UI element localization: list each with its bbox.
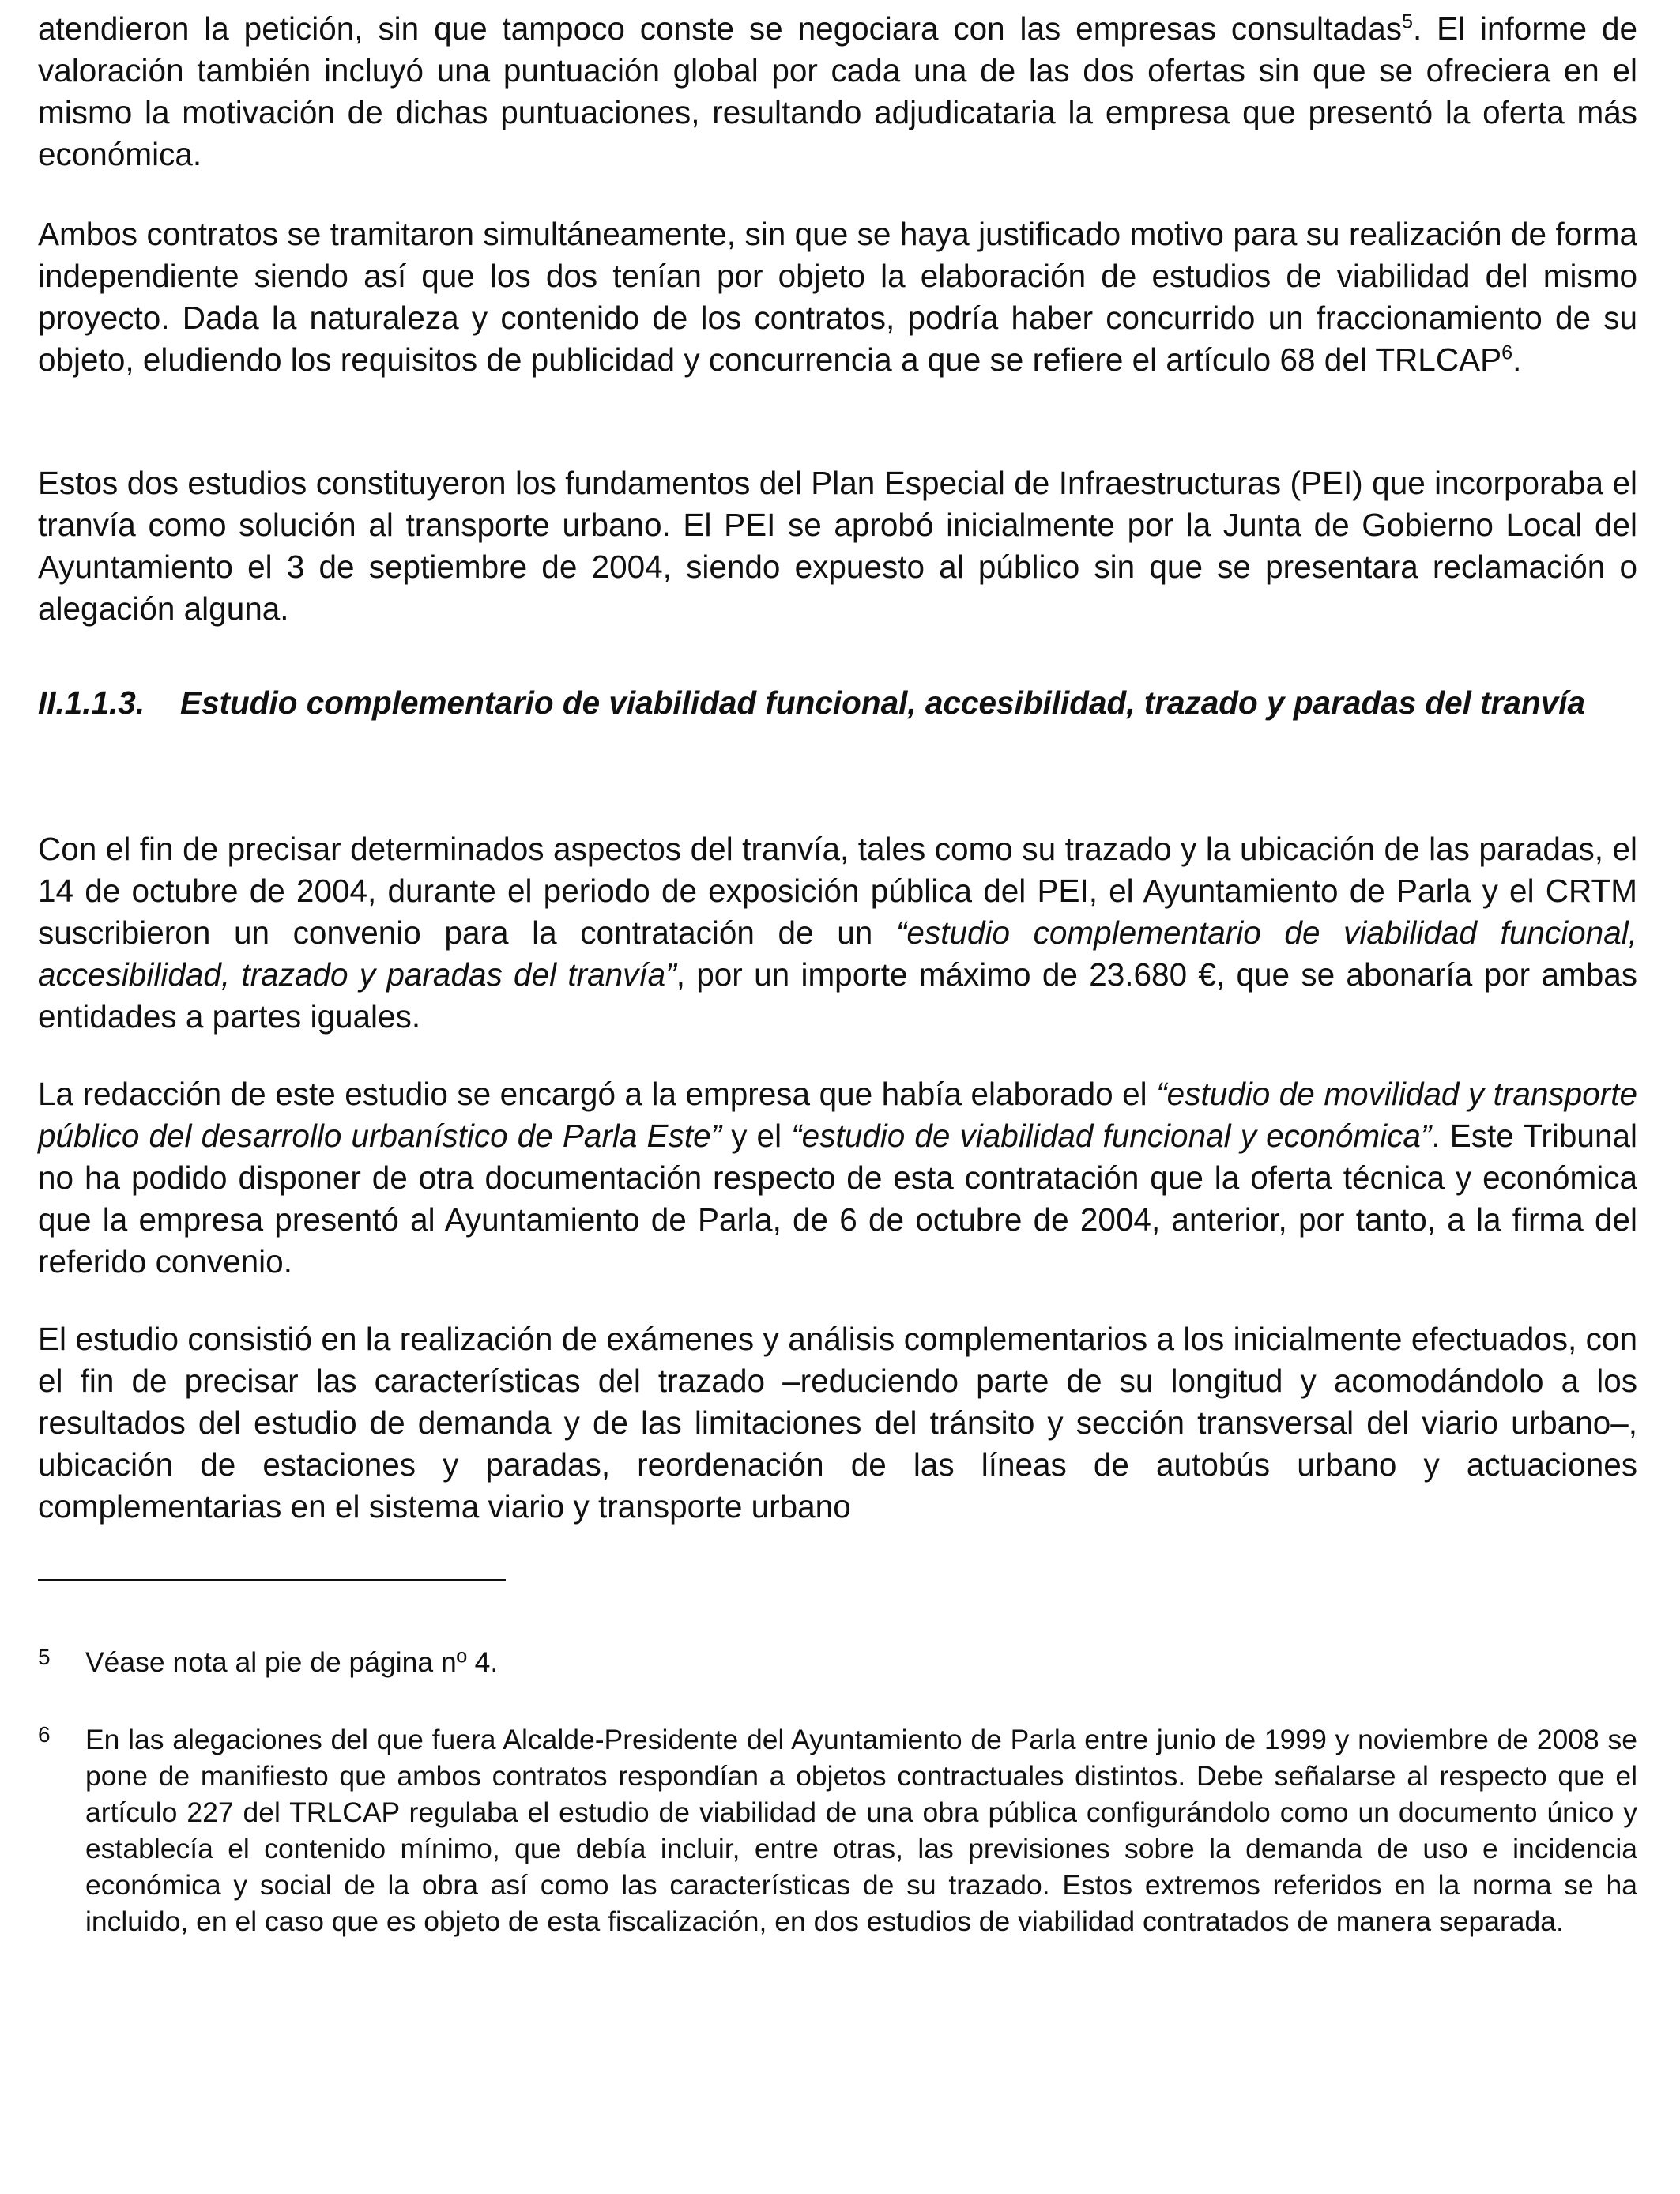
- paragraph-text: y el: [721, 1118, 792, 1154]
- paragraph-study-drafting: [38, 1073, 1637, 1283]
- study-title-quote: “estudio de movilidad y transporte público del desarrollo urbanístico de Parla Este”: [38, 1076, 1637, 1154]
- footnote-ref-6[interactable]: 6: [1501, 341, 1513, 364]
- paragraph-text: atendieron la petición, sin que tampoco conste se negociara con las empresas consultadas: [38, 10, 1403, 47]
- paragraph-pei-approval: Estos dos estudios constituyeron los fundamentos del Plan Especial de Infraestructuras (PEI) que incorporaba el tranvía como solución al transporte urbano. El PEI se aprobó inicialmente por la Junta de Gobierno Local del Ayuntamiento el 3 de septiembre de 2004, siendo expuesto al público sin que se presentara reclamación o alegación alguna.: [38, 465, 1637, 627]
- footnote-6: [38, 1721, 1637, 1940]
- footnote-mark: 6: [38, 1722, 51, 1747]
- paragraph-text: Con el fin de precisar determinados aspectos del tranvía, tales como su trazado y la ubicación de las paradas, el 14 de octubre de 2004, durante el periodo de exposición pública del PEI, el Ayuntamiento de Parla y el CRTM suscribieron un convenio para la contratación de un: [38, 831, 1637, 951]
- footnote-ref-5[interactable]: 5: [1402, 10, 1413, 33]
- study-title-quote: “estudio de viabilidad funcional y económica”: [791, 1118, 1432, 1154]
- paragraph-convenio: [38, 828, 1637, 1038]
- paragraph-text: . Este Tribunal no ha podido disponer de otra documentación respecto de esta contratación que la oferta técnica y económica que la empresa presentó al Ayuntamiento de Parla, de 6 de octubre de 2004, anterior, por tanto, a la firma del referido convenio.: [38, 1118, 1638, 1280]
- study-title-quote: “estudio complementario de viabilidad funcional, accesibilidad, trazado y paradas del tranvía”: [38, 914, 1637, 993]
- section-title: Estudio complementario de viabilidad funcional, accesibilidad, trazado y paradas del tranvía: [180, 684, 1585, 721]
- footnote-text: En las alegaciones del que fuera Alcalde-Presidente del Ayuntamiento de Parla entre junio de 1999 y noviembre de 2008 se pone de manifiesto que ambos contratos respondían a objetos contractuales distintos. Debe señalarse al respecto que el artículo 227 del TRLCAP regulaba el estudio de viabilidad de una obra pública configurándolo como un documento único y establecía el contenido mínimo, que debía incluir, entre otras, las previsiones sobre la demanda de uso e incidencia económica y social de la obra así como las características de su trazado. Estos extremos referidos en la norma se ha incluido, en el caso que es objeto de esta fiscalización, en dos estudios de viabilidad contratados de manera separada.: [85, 1724, 1637, 1937]
- paragraph-simultaneous-contracts: [38, 213, 1637, 381]
- footnote-5: [38, 1644, 1637, 1680]
- paragraph-text: . El informe de valoración también incluyó una puntuación global por cada una de las dos ofertas sin que se ofreciera en el mismo la motivación de dichas puntuaciones, resultando adjudicataria la empresa que presentó la oferta más económica.: [38, 10, 1637, 172]
- footnote-mark: 5: [38, 1645, 51, 1669]
- paragraph-text: Ambos contratos se tramitaron simultáneamente, sin que se haya justificado motivo para su realización de forma independiente siendo así que los dos tenían por objeto la elaboración de estudios de viabilidad del mismo proyecto. Dada la naturaleza y contenido de los contratos, podría haber concurrido un fraccionamiento de su objeto, eludiendo los requisitos de publicidad y concurrencia a que se refiere el artículo 68 del TRLCAP: [38, 216, 1637, 378]
- paragraph-text: , por un importe máximo de 23.680 €, que se abonaría por ambas entidades a partes iguales.: [38, 956, 1637, 1035]
- footnote-separator: [38, 1579, 506, 1581]
- paragraph-study-content: El estudio consistió en la realización de exámenes y análisis complementarios a los inicialmente efectuados, con el fin de precisar las características del trazado –reduciendo parte de su longitud y acomodándolo a los resultados del estudio de demanda y de las limitaciones del tránsito y sección transversal del viario urbano–, ubicación de estaciones y paradas, reordenación de las líneas de autobús urbano y actuaciones complementarias en el sistema viario y transporte urbano: [38, 1321, 1637, 1525]
- footnote-text: Véase nota al pie de página nº 4.: [85, 1646, 499, 1678]
- section-number: II.1.1.3.: [38, 684, 145, 721]
- section-heading: [38, 682, 1637, 723]
- paragraph-text: .: [1512, 341, 1522, 378]
- paragraph-text: La redacción de este estudio se encargó a la empresa que había elaborado el: [38, 1076, 1157, 1112]
- paragraph-evaluation-report: [38, 8, 1637, 175]
